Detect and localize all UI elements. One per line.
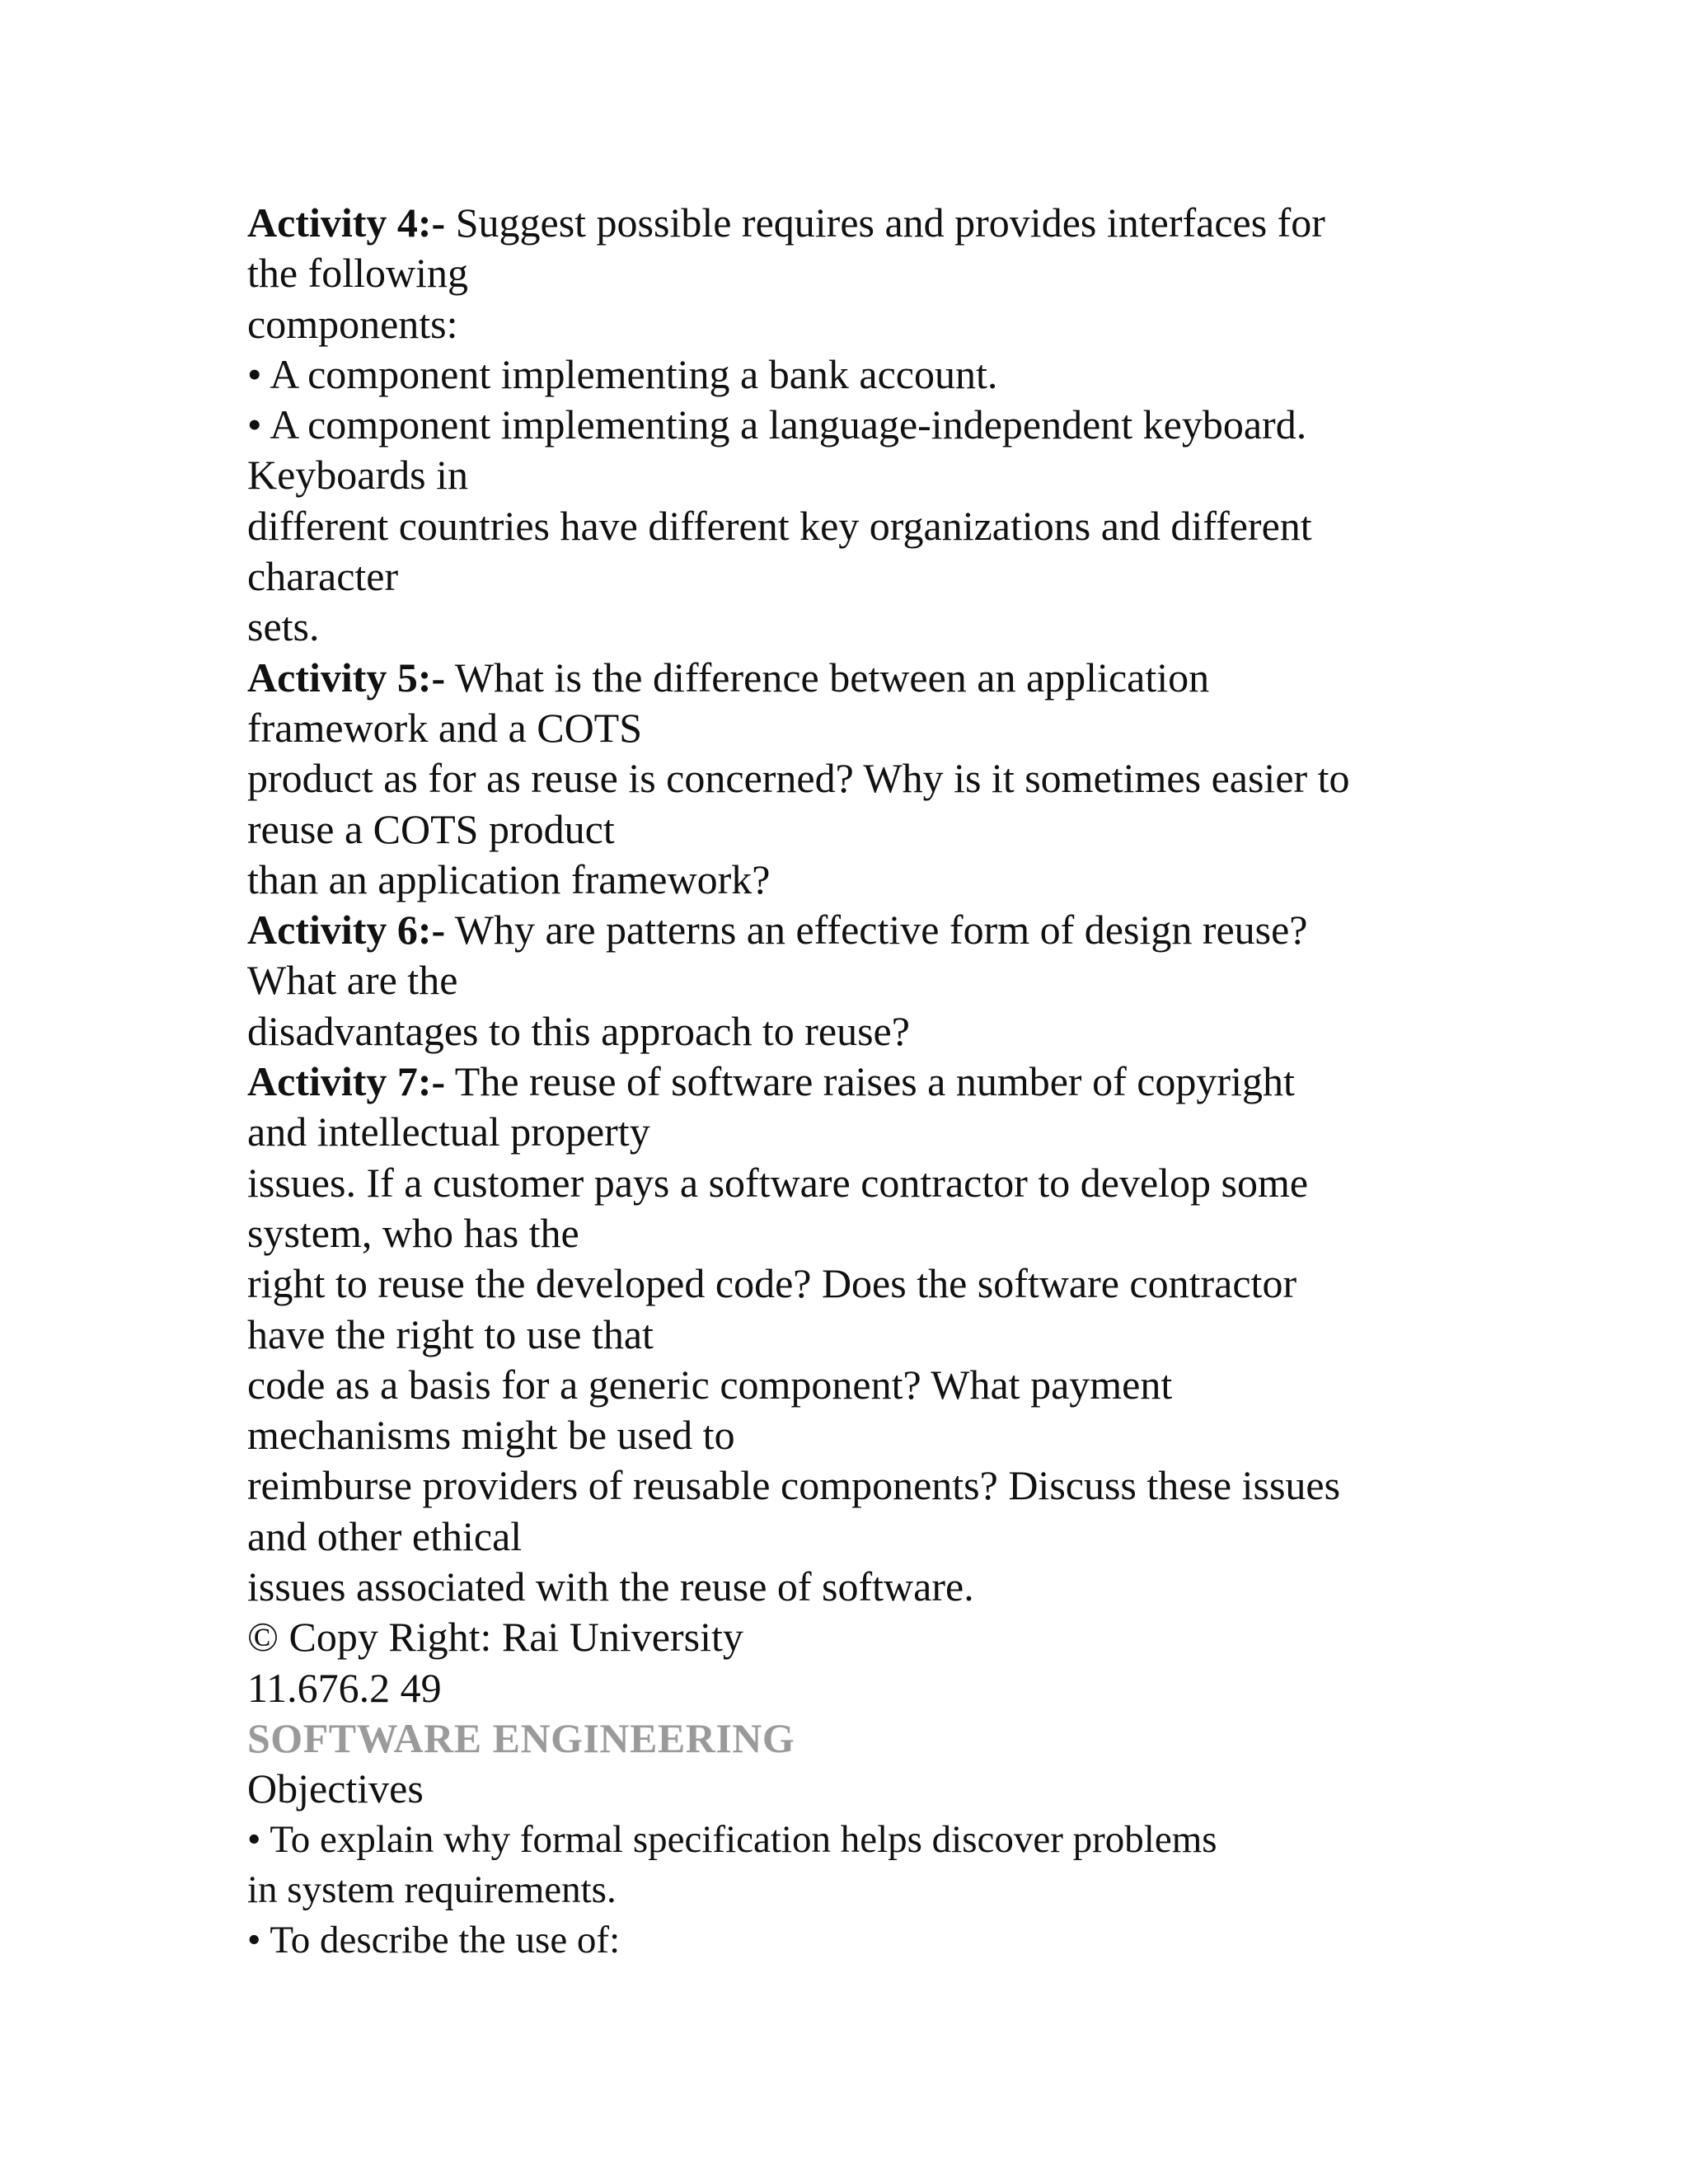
- activity-7-first-line: [247, 1057, 1500, 1107]
- activity-7-text: The reuse of software raises a number of copyright: [445, 1058, 1295, 1105]
- text-line: Keyboards in: [247, 452, 468, 499]
- activity-4-label: Activity 4:-: [247, 199, 446, 246]
- text-line: system, who has the: [247, 1209, 579, 1256]
- objective-bullet: • To describe the use of:: [247, 1919, 621, 1962]
- activity-7-label: Activity 7:-: [247, 1058, 446, 1105]
- activity-4-first-line: [247, 198, 1500, 248]
- text-line: and intellectual property: [247, 1108, 650, 1155]
- text-line: product as for as reuse is concerned? Why is it sometimes easier to: [247, 755, 1350, 802]
- text-line: character: [247, 553, 399, 600]
- activity-6-first-line: [247, 905, 1500, 955]
- text-line: framework and a COTS: [247, 704, 643, 751]
- text-line: disadvantages to this approach to reuse?: [247, 1007, 910, 1054]
- activity-5-text: What is the difference between an application: [445, 654, 1210, 701]
- bullet-item: • A component implementing a bank account.: [247, 350, 998, 397]
- objective-bullet: • To explain why formal specification helps discover problems: [247, 1817, 1217, 1861]
- activity-6-label: Activity 6:-: [247, 907, 446, 954]
- copyright-notice: © Copy Right: Rai University: [247, 1614, 743, 1661]
- page-code: 11.676.2 49: [247, 1664, 442, 1711]
- text-line: reimburse providers of reusable components? Discuss these issues: [247, 1462, 1341, 1509]
- bullet-item: • A component implementing a language-independent keyboard.: [247, 401, 1307, 448]
- text-line: What are the: [247, 957, 458, 1004]
- text-line: have the right to use that: [247, 1310, 654, 1357]
- activity-5-first-line: [247, 653, 1500, 703]
- text-line: issues associated with the reuse of software.: [247, 1563, 974, 1610]
- objectives-heading: Objectives: [247, 1765, 424, 1812]
- text-line: different countries have different key organizations and different: [247, 502, 1312, 549]
- text-line: components:: [247, 300, 458, 347]
- activity-5-label: Activity 5:-: [247, 654, 446, 701]
- text-line: right to reuse the developed code? Does the software contractor: [247, 1260, 1297, 1307]
- text-line: code as a basis for a generic component? What payment: [247, 1361, 1173, 1408]
- text-line: mechanisms might be used to: [247, 1412, 735, 1459]
- activity-6-text: Why are patterns an effective form of design reuse?: [445, 907, 1308, 954]
- objective-continuation: in system requirements.: [247, 1868, 617, 1911]
- text-line: than an application framework?: [247, 855, 771, 902]
- text-line: issues. If a customer pays a software contractor to develop some: [247, 1159, 1309, 1206]
- activity-4-text: Suggest possible requires and provides interfaces for: [445, 199, 1325, 246]
- text-line: sets.: [247, 603, 320, 650]
- page-body: [247, 198, 1500, 1966]
- text-line: the following: [247, 250, 469, 297]
- section-heading: SOFTWARE ENGINEERING: [247, 1714, 795, 1761]
- text-line: reuse a COTS product: [247, 805, 615, 852]
- text-line: and other ethical: [247, 1512, 523, 1559]
